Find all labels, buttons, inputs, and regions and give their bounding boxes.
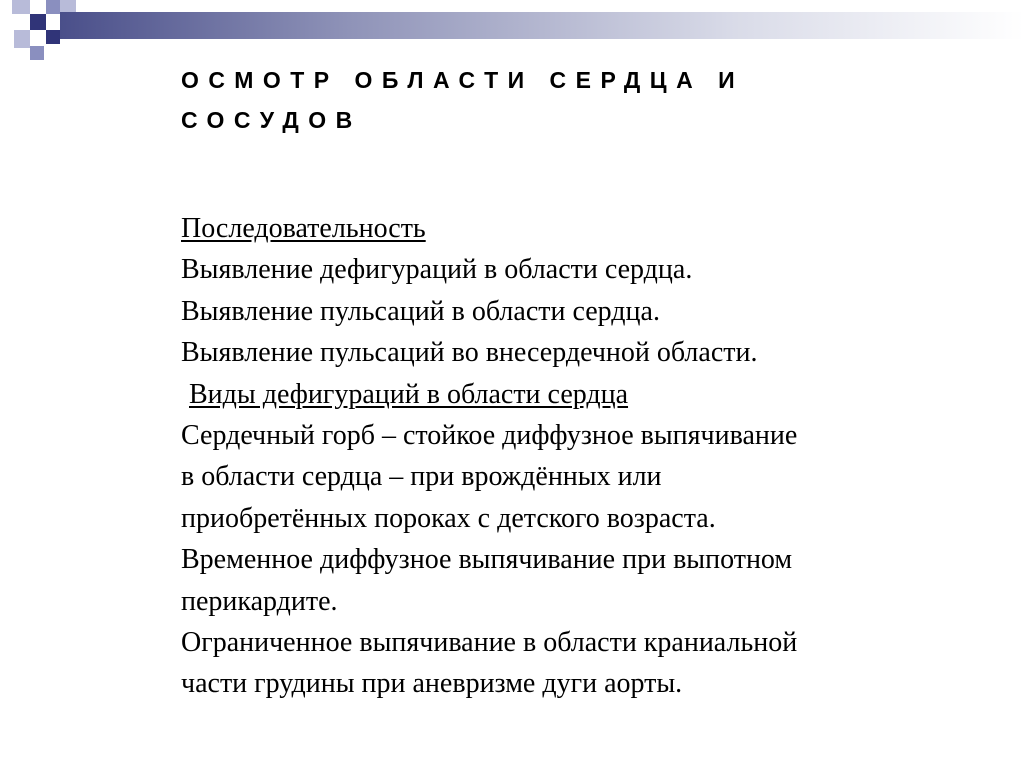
heading-sequence: Последовательность	[181, 213, 426, 244]
decorative-square	[14, 30, 30, 48]
text-line: части грудины при аневризме дуги аорты.	[181, 668, 683, 700]
text-line: перикардите.	[181, 585, 338, 617]
text-line: Временное диффузное выпячивание при выпотном	[181, 544, 793, 576]
text-line: Выявление дефигураций в области сердца.	[181, 254, 693, 286]
slide-title	[181, 60, 961, 140]
decorative-header-bar	[60, 12, 1024, 39]
text-line: Ограниченное выпячивание в области краниальной	[181, 627, 798, 659]
heading-deformation-types	[181, 374, 1001, 415]
text-line: в области сердца – при врождённых или	[181, 461, 662, 493]
decorative-square	[46, 0, 60, 14]
heading-deformation-types-text: Виды дефигураций в области сердца	[189, 378, 629, 410]
text-line: Выявление пульсаций в области сердца.	[181, 295, 660, 327]
decorative-square	[60, 0, 76, 12]
slide-title-line-1: ОСМОТР ОБЛАСТИ СЕРДЦА И	[181, 67, 745, 93]
decorative-square	[30, 46, 44, 60]
text-line: Сердечный горб – стойкое диффузное выпячивание	[181, 420, 798, 452]
slide-body	[181, 208, 1001, 705]
decorative-square	[12, 0, 30, 14]
text-line: Выявление пульсаций во внесердечной области.	[181, 337, 758, 369]
text-line: приобретённых пороках с детского возраста.	[181, 502, 716, 534]
slide-title-line-2: СОСУДОВ	[181, 107, 362, 133]
decorative-square	[30, 14, 46, 30]
decorative-square	[46, 30, 60, 44]
